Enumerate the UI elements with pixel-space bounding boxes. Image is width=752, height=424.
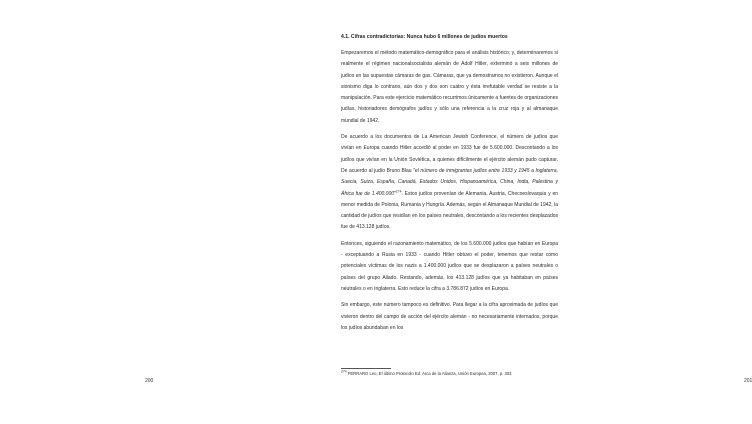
footnote-text: FERRARO Leo, El último Protocolo Ed. Arca de la Alianza, Unión Europea, 2007, p. 303 <box>346 371 512 376</box>
page-number-right: 201 <box>744 378 752 384</box>
footnote-reference: 274 <box>395 188 402 193</box>
paragraph-4: Sin embargo, este número tampoco es definitivo. Para llegar a la cifra aproximada de judíos que vivieron dentro del campo de acción del ejército alemán - no necesariamente internados, porque los judíos abundaban en los <box>341 302 558 331</box>
paragraph-2 <box>341 132 558 234</box>
paragraph-2-quote: "el número de inmigrantes judíos entre 1933 y 1945 a Inglaterra, Suecia, Suiza, España, Canadá, Estados Unidos, Hispanoamérica, China, India, Palestina y África fue de 1.400.000" <box>341 167 558 197</box>
paragraph-1: Empezaremos el método matemático-demográfico para el análisis histórico; y, determinaremos si realmente el régimen nacionalsocialista alemán de Adolf Hitler, exterminó a seis millones de judíos en las supuestas cámaras de gas. Cámaras, que ya demostramos no existieron. Aunque el sionismo diga lo contrario, aún dos y dos son cuatro y ésta irrefutable verdad se resiste a la manipulación. Para este ejercicio matemático recurrimos únicamente a fuentes de organizaciones judías, historiadores demógrafos judíos y sólo una referencia a la cruz roja y al almanaque mundial de 1942. <box>341 50 558 124</box>
paragraph-3: Entonces, siguiendo el razonamiento matemático, de los 5.600.000 judíos que habían en Europa - exceptuando a Rusia en 1933 - cuando Hitler obtuvo el poder, tenemos que restar como potenciales víctimas de los nazis a 1.400.000 judíos que se desplazaron a países neutrales o países del grupo Aliado. Restando, además, los 413.128 judíos que ya habitaban en países neutrales o en Inglaterra. Esto reduce la cifra a 3.786.872 judíos en Europa. <box>341 240 558 292</box>
footnote <box>341 371 571 377</box>
paragraph-2-text-b: . Estos judíos provenían de Alemania, Austria, Checoeslovaquia y en menor medida de Polonia, Rumania y Hungría. Además, según el Almanaque Mundial de 1942, la cantidad de judíos que residían en los países neutrales, descontando a los recientes desplazados fue de 413.128 judíos. <box>341 190 558 231</box>
footnote-divider <box>341 368 391 369</box>
text-column <box>341 34 558 339</box>
section-heading: 4.1. Cifras contradictorias: Nunca hubo 6 millones de judíos muertos <box>341 34 508 40</box>
left-page <box>0 0 300 424</box>
page-number-left: 200 <box>145 378 154 384</box>
footnote-number: 274 <box>341 369 347 374</box>
paragraph-2-text-a: De acuerdo a los documentos de La American Jewish Conference, el número de judíos que vivían en Europa cuando Hitler accedió al poder en 1933 fue de 5.600.000. Descontando a los judíos que vivían en la Unión Soviética, a quienes difícilmente el ejército alemán pudo capturar. De acuerdo al judío Bruno Blau <box>341 134 558 174</box>
